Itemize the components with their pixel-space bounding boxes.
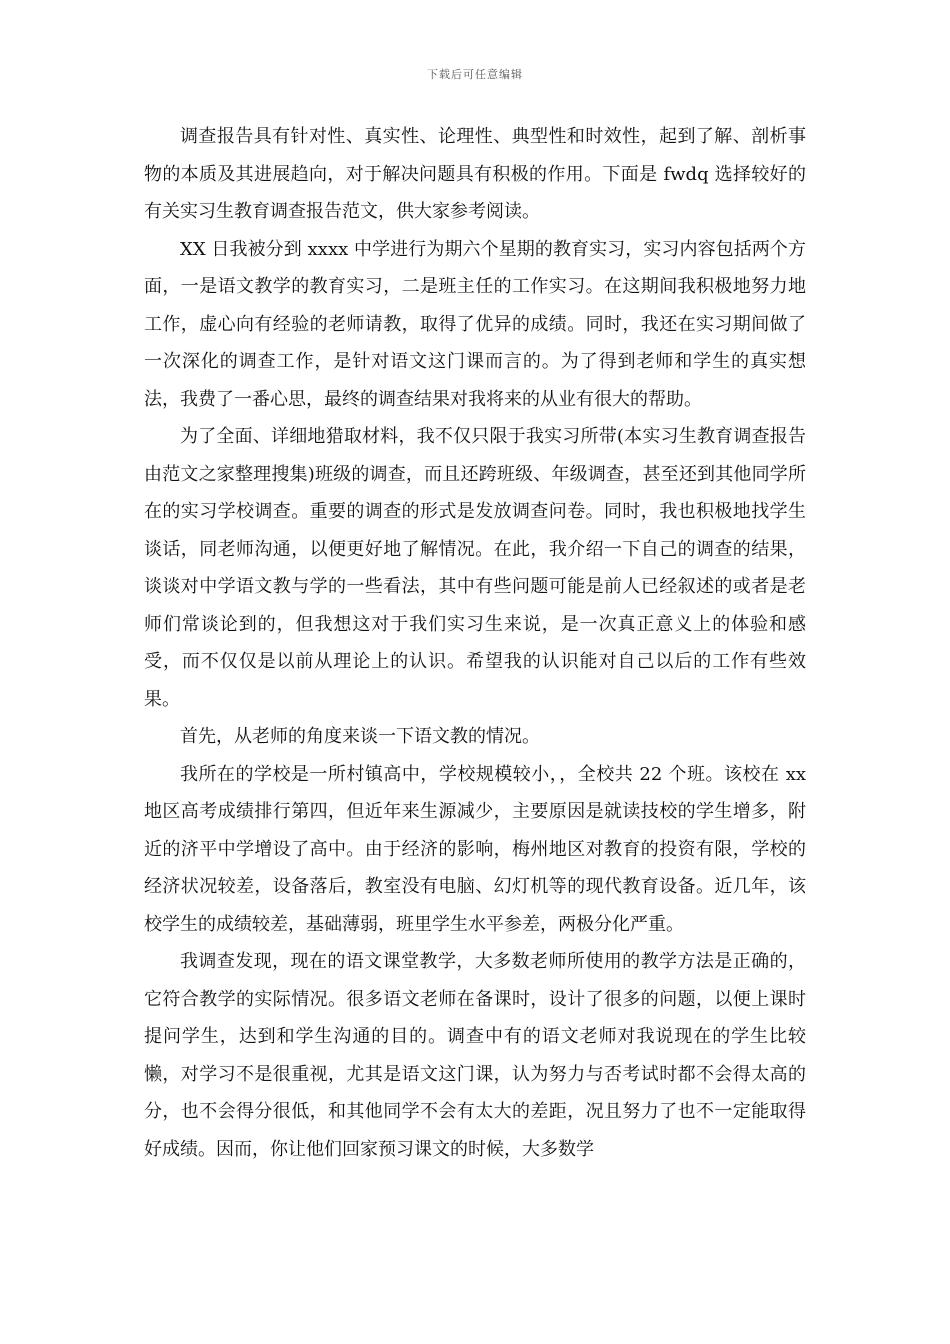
paragraph-school-info: 我所在的学校是一所村镇高中，学校规模较小，，全校共 22 个班。该校在 xx 地区高考成绩排行第四，但近年来生源减少，主要原因是就读技校的学生增多，附近的济平中学增设了高中。由于经济的影响，梅州地区对教育的投资有限，学校的经济状况较差，设备落后，教室没有电脑、幻灯机等的现代教育设备。近几年，该校学生的成绩较差，基础薄弱，班里学生水平参差，两极分化严重。 (144, 763, 806, 935)
paragraph-intro: 调查报告具有针对性、真实性、论理性、典型性和时效性，起到了解、剖析事物的本质及其进展趋向，对于解决问题具有积极的作用。下面是 fwdq 选择较好的有关实习生教育调查报告范文，供大家参考阅读。 (144, 126, 806, 222)
page-header: 下载后可任意编辑 (427, 68, 523, 81)
paragraph-teacher-perspective: 首先，从老师的角度来谈一下语文教的情况。 (180, 726, 540, 747)
paragraph-internship: XX 日我被分到 xxxx 中学进行为期六个星期的教育实习，实习内容包括两个方面，一是语文教学的教育实习，二是班主任的工作实习。在这期间我积极地努力地工作，虚心向有经验的老师请教，取得了优异的成绩。同时，我还在实习期间做了一次深化的调查工作，是针对语文这门课而言的。为了得到老师和学生的真实想法，我费了一番心思，最终的调查结果对我将来的从业有很大的帮助。 (144, 238, 806, 410)
paragraph-findings: 我调查发现，现在的语文课堂教学，大多数老师所使用的教学方法是正确的，它符合教学的实际情况。很多语文老师在备课时，设计了很多的问题，以便上课时提问学生，达到和学生沟通的目的。调查中有的语文老师对我说现在的学生比较懒，对学习不是很重视，尤其是语文这门课，认为努力与否考试时都不会得太高的分，也不会得分很低，和其他同学不会有太大的差距，况且努力了也不一定能取得好成绩。因而，你让他们回家预习课文的时候，大多数学 (144, 951, 806, 1160)
document-body (144, 118, 806, 1168)
paragraph-survey-method: 为了全面、详细地猎取材料，我不仅只限于我实习所带(本实习生教育调查报告由范文之家整理搜集)班级的调查，而且还跨班级、年级调查，甚至还到其他同学所在的实习学校调查。重要的调查的形式是发放调查问卷。同时，我也积极地找学生谈话，同老师沟通，以便更好地了解情况。在此，我介绍一下自己的调查的结果，谈谈对中学语文教与学的一些看法，其中有些问题可能是前人已经叙述的或者是老师们常谈论到的，但我想这对于我们实习生来说，是一次真正意义上的体验和感受，而不仅仅是以前从理论上的认识。希望我的认识能对自己以后的工作有些效果。 (144, 426, 806, 710)
